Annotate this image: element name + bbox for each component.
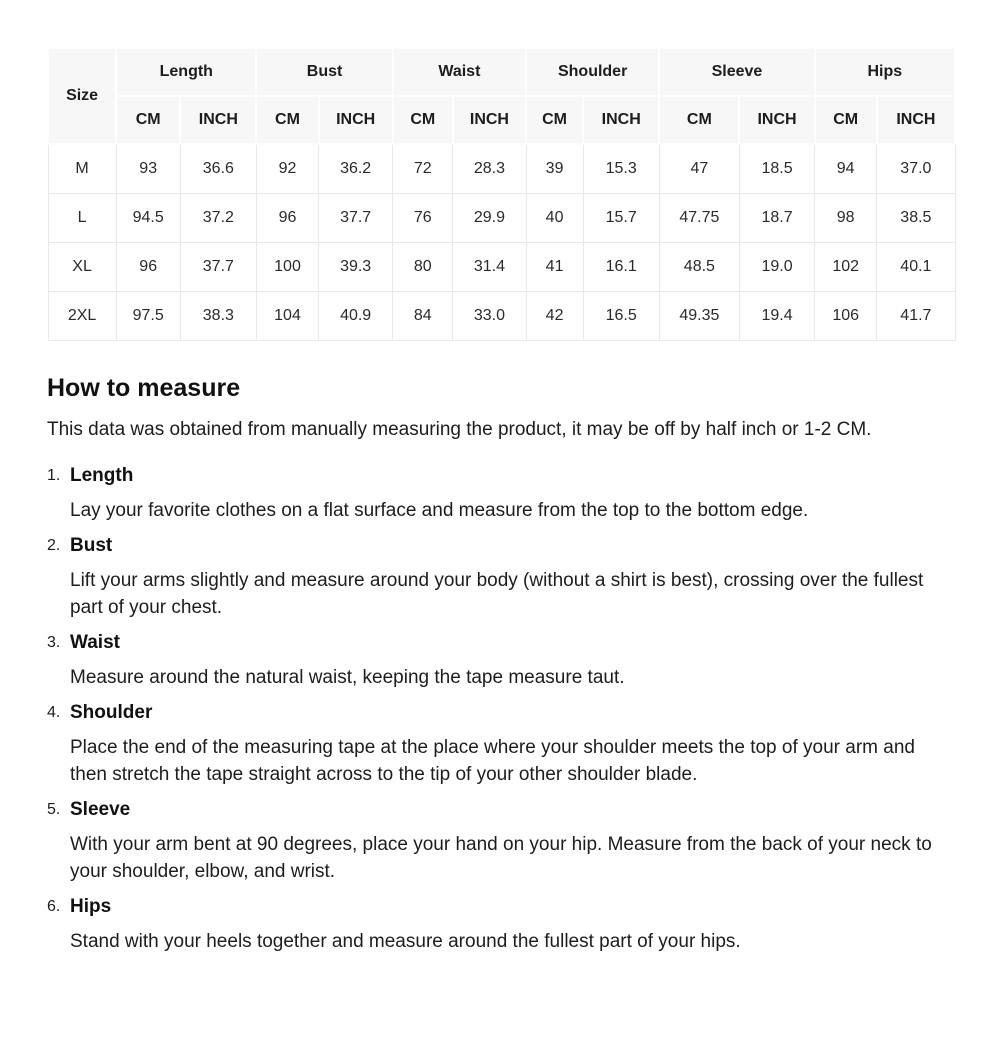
step-description: Place the end of the measuring tape at the place where your shoulder meets the top of your arm and then stretch the tape straight across to the tip of your other shoulder blade. — [70, 736, 915, 785]
list-item — [47, 893, 956, 963]
measurement-value: 72 — [393, 144, 453, 193]
measurement-value: 16.1 — [583, 242, 659, 291]
table-row-size-m — [48, 144, 955, 193]
measurement-value: 36.6 — [180, 144, 256, 193]
measurement-value: 47.75 — [659, 193, 739, 242]
step-title: Sleeve — [70, 798, 131, 820]
measurement-value: 94.5 — [116, 193, 180, 242]
measurement-value: 37.7 — [180, 242, 256, 291]
unit-header-row — [48, 96, 955, 144]
measurement-value: 38.3 — [180, 291, 256, 340]
step-number: 1. — [47, 466, 61, 484]
unit-header-inch: INCH — [583, 96, 659, 144]
measurement-header-row — [48, 48, 955, 96]
size-value: 2XL — [48, 291, 116, 340]
measurement-value: 19.4 — [739, 291, 814, 340]
step-title: Shoulder — [70, 701, 153, 723]
measurement-value: 18.7 — [739, 193, 814, 242]
step-description: Stand with your heels together and measure around the fullest part of your hips. — [70, 930, 741, 952]
measurement-value: 84 — [393, 291, 453, 340]
step-title: Length — [70, 464, 134, 486]
measurement-value: 102 — [815, 242, 877, 291]
measurement-value: 104 — [256, 291, 318, 340]
how-to-measure-heading: How to measure — [47, 373, 241, 402]
measurement-value: 94 — [815, 144, 877, 193]
size-column-header: Size — [48, 48, 116, 144]
unit-header-cm: CM — [256, 96, 318, 144]
measurement-value: 29.9 — [453, 193, 526, 242]
measurement-value: 36.2 — [319, 144, 393, 193]
step-number: 5. — [47, 800, 61, 818]
size-value: L — [48, 193, 116, 242]
measurement-value: 18.5 — [739, 144, 814, 193]
measurement-value: 49.35 — [659, 291, 739, 340]
measurement-value: 40.9 — [319, 291, 393, 340]
measurement-value: 15.3 — [583, 144, 659, 193]
measurement-value: 97.5 — [116, 291, 180, 340]
measurement-value: 93 — [116, 144, 180, 193]
measurement-value: 98 — [815, 193, 877, 242]
table-row-size-2xl — [48, 291, 955, 340]
measurement-value: 39 — [526, 144, 583, 193]
measurement-value: 41 — [526, 242, 583, 291]
measurement-value: 96 — [256, 193, 318, 242]
measurement-value: 47 — [659, 144, 739, 193]
size-value: XL — [48, 242, 116, 291]
measurement-value: 100 — [256, 242, 318, 291]
list-item — [47, 796, 956, 893]
list-item — [47, 532, 956, 629]
step-description: Lift your arms slightly and measure around your body (without a shirt is best), crossing over the fullest part of your chest. — [70, 569, 924, 618]
step-number: 3. — [47, 633, 61, 651]
step-description: Measure around the natural waist, keeping the tape measure taut. — [70, 666, 625, 688]
step-title: Hips — [70, 895, 112, 917]
measurement-value: 92 — [256, 144, 318, 193]
list-item — [47, 699, 956, 796]
step-description: With your arm bent at 90 degrees, place your hand on your hip. Measure from the back of your neck to your shoulder, elbow, and wrist. — [70, 833, 932, 882]
list-item — [47, 629, 956, 699]
measurement-value: 31.4 — [453, 242, 526, 291]
measurement-value: 15.7 — [583, 193, 659, 242]
measurement-value: 39.3 — [319, 242, 393, 291]
measurement-value: 106 — [815, 291, 877, 340]
measurement-value: 37.2 — [180, 193, 256, 242]
unit-header-inch: INCH — [180, 96, 256, 144]
unit-header-cm: CM — [526, 96, 583, 144]
measurement-value: 96 — [116, 242, 180, 291]
unit-header-inch: INCH — [739, 96, 814, 144]
measurement-value: 16.5 — [583, 291, 659, 340]
measurement-value: 33.0 — [453, 291, 526, 340]
measurement-value: 48.5 — [659, 242, 739, 291]
measurement-value: 41.7 — [877, 291, 955, 340]
column-header-bust: Bust — [256, 48, 392, 96]
table-row-size-l — [48, 193, 955, 242]
measurement-value: 19.0 — [739, 242, 814, 291]
measure-disclaimer-text: This data was obtained from manually measuring the product, it may be off by half inch or 1-2 CM. — [47, 418, 872, 440]
measure-steps-list — [47, 462, 956, 963]
list-item — [47, 462, 956, 532]
measurement-value: 40.1 — [877, 242, 955, 291]
table-row-size-xl — [48, 242, 955, 291]
unit-header-cm: CM — [393, 96, 453, 144]
measurement-value: 76 — [393, 193, 453, 242]
unit-header-cm: CM — [659, 96, 739, 144]
step-title: Waist — [70, 631, 120, 653]
size-chart-table — [47, 47, 956, 341]
measurement-value: 42 — [526, 291, 583, 340]
unit-header-inch: INCH — [319, 96, 393, 144]
column-header-length: Length — [116, 48, 256, 96]
step-number: 4. — [47, 703, 61, 721]
measurement-value: 28.3 — [453, 144, 526, 193]
column-header-shoulder: Shoulder — [526, 48, 659, 96]
step-number: 6. — [47, 897, 61, 915]
column-header-sleeve: Sleeve — [659, 48, 814, 96]
measurement-value: 38.5 — [877, 193, 955, 242]
measurement-value: 40 — [526, 193, 583, 242]
column-header-waist: Waist — [393, 48, 526, 96]
step-description: Lay your favorite clothes on a flat surface and measure from the top to the bottom edge. — [70, 499, 809, 521]
step-number: 2. — [47, 536, 61, 554]
unit-header-inch: INCH — [453, 96, 526, 144]
unit-header-inch: INCH — [877, 96, 955, 144]
unit-header-cm: CM — [116, 96, 180, 144]
measurement-value: 80 — [393, 242, 453, 291]
measurement-value: 37.7 — [319, 193, 393, 242]
step-title: Bust — [70, 534, 113, 556]
unit-header-cm: CM — [815, 96, 877, 144]
size-value: M — [48, 144, 116, 193]
column-header-hips: Hips — [815, 48, 955, 96]
measurement-value: 37.0 — [877, 144, 955, 193]
